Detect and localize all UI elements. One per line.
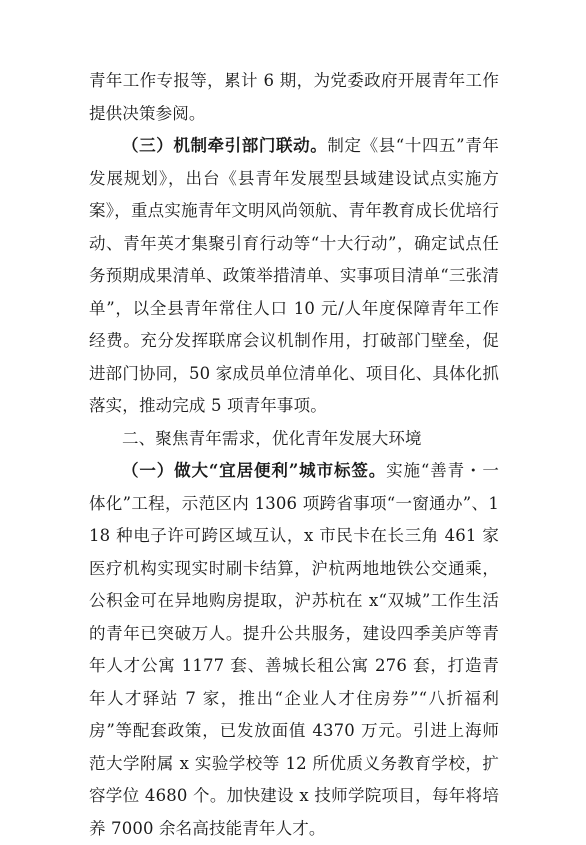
paragraph-lead: （三）机制牵引部门联动。 xyxy=(122,136,328,155)
paragraph-text: 制定《县“十四五”青年发展规划》，出台《县青年发展型县域建设试点实施方案》，重点实施青年文明风尚领航、青年教育成长优培行动、青年英才集聚引育行动等“十大行动”，确定试点任务预期成果清单、政策举措清单、实事项目清单“三张清单”，以全县青年常住人口 10 元/人年度保障青年工作经费。充分发挥联席会议机制作用，打破部门壁垒，促进部门协同，50 家成员单位清单化、项目化、具体化抓落实，推动完成 5 项青年事项。 xyxy=(89,136,499,415)
heading-text: 二、聚焦青年需求，优化青年发展大环境 xyxy=(122,428,422,448)
paragraph-continuation xyxy=(89,65,499,130)
paragraph-city-label xyxy=(89,455,499,845)
paragraph-lead: （一）做大“宜居便利”城市标签。 xyxy=(122,461,387,480)
paragraph-text: 实施“善青・一体化”工程，示范区内 1306 项跨省事项“一窗通办”、118 种电子许可跨区域互认，x 市民卡在长三角 461 家医疗机构实现实时刷卡结算，沪杭两地地铁公交通乘，公积金可在异地购房提取，沪苏杭在 x“双城”工作生活的青年已突破万人。提升公共服务，建设四季美庐等青年人才公寓 1177 套、善城长租公寓 276 套，打造青年人才驿站 7 家，推出“企业人才住房券”“八折福利房”等配套政策，已发放面值 4370 万元。引进上海师范大学附属 x 实验学校等 12 所优质义务教育学校，扩容学位 4680 个。加快建设 x 技师学院项目，每年将培养 7000 余名高技能青年人才。 xyxy=(89,461,499,838)
document-body xyxy=(89,65,499,845)
paragraph-mechanism xyxy=(89,130,499,423)
paragraph-text: 青年工作专报等，累计 6 期，为党委政府开展青年工作提供决策参阅。 xyxy=(89,71,499,123)
section-heading xyxy=(89,423,499,456)
